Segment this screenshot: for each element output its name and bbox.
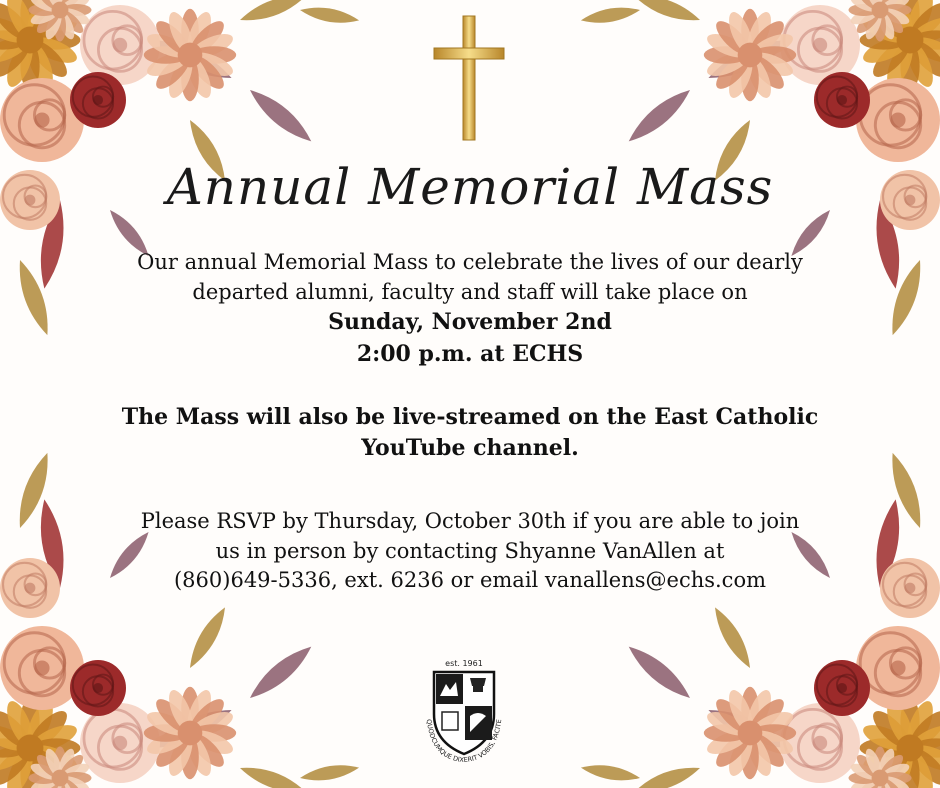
rsvp-line-1: Please RSVP by Thursday, October 30th if you are able to join (140, 509, 800, 533)
dahlia-decoration (144, 9, 236, 101)
rose-decoration (814, 72, 870, 128)
school-crest-logo (418, 656, 510, 764)
leaf-decoration (244, 83, 317, 148)
leaf-decoration (244, 640, 317, 705)
intro-line-1: Our annual Memorial Mass to celebrate the lives of our dearly (137, 250, 803, 274)
rose-decoration (0, 78, 84, 162)
gold-cross-icon (432, 14, 506, 142)
leaf-decoration (623, 640, 696, 705)
dahlia-decoration (144, 687, 236, 779)
rsvp-line-3: (860)649-5336, ext. 6236 or email vanallens@echs.com (173, 568, 767, 592)
leaf-decoration (632, 761, 703, 788)
leaf-decoration (623, 83, 696, 148)
leaf-decoration (708, 604, 756, 672)
leaf-decoration (237, 0, 308, 27)
leaf-decoration (299, 761, 360, 784)
page-title: Annual Memorial Mass (166, 158, 774, 216)
livestream-line-2: YouTube channel. (361, 435, 579, 461)
rose-decoration (70, 72, 126, 128)
leaf-decoration (299, 4, 360, 27)
rose-decoration (70, 660, 126, 716)
dahlia-decoration (704, 9, 796, 101)
leaf-decoration (183, 604, 231, 672)
rose-decoration (0, 626, 84, 710)
leaf-decoration (237, 761, 308, 788)
leaf-decoration (580, 4, 641, 27)
rsvp-line-2: us in person by contacting Shyanne VanAllen at (215, 539, 725, 563)
rose-decoration (856, 78, 940, 162)
event-time-place: 2:00 p.m. at ECHS (356, 341, 584, 367)
dahlia-decoration (704, 687, 796, 779)
logo-est-text: est. 1961 (445, 659, 483, 668)
intro-line-2: departed alumni, faculty and staff will take place on (192, 280, 748, 304)
livestream-line-1: The Mass will also be live-streamed on the East Catholic (121, 404, 819, 430)
leaf-decoration (580, 761, 641, 784)
logo-motto-text: QUODCUMQUE DIXERIT VOBIS, FACITE (424, 718, 504, 764)
leaf-decoration (632, 0, 703, 27)
event-date: Sunday, November 2nd (328, 309, 612, 335)
rose-decoration (856, 626, 940, 710)
rose-decoration (814, 660, 870, 716)
